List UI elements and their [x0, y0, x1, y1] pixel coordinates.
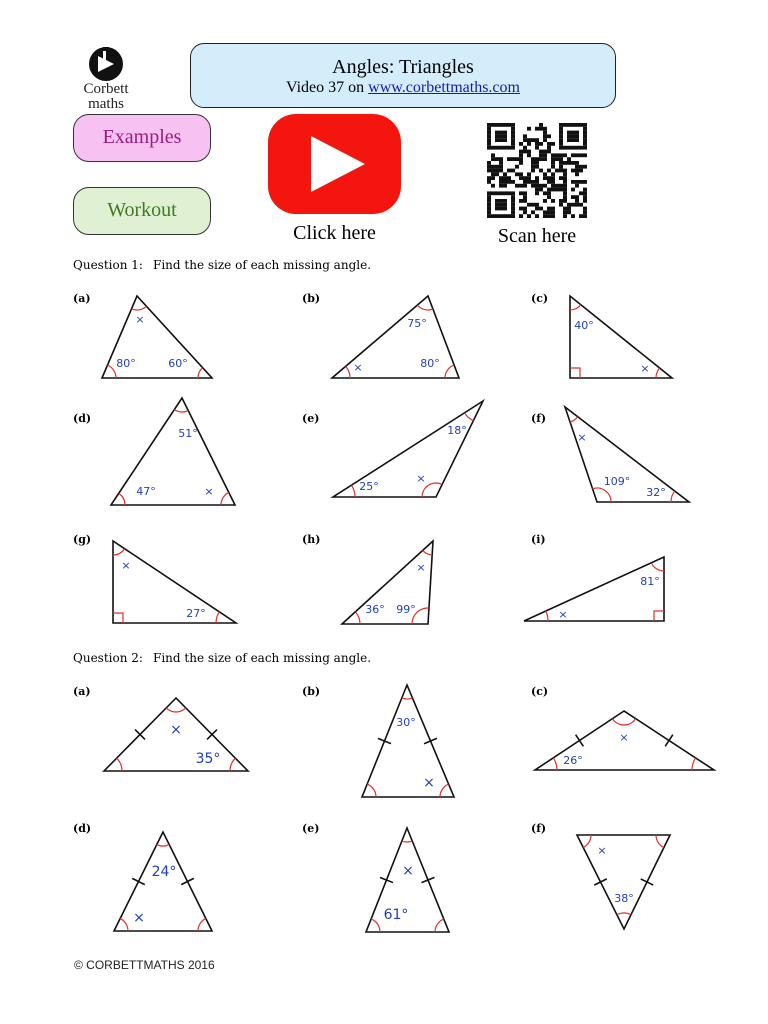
q1d-label-x: ×: [204, 485, 214, 498]
q1-part-a-label: (a): [73, 292, 91, 305]
website-link[interactable]: www.corbettmaths.com: [368, 79, 520, 96]
q2b-arc-top: [402, 698, 413, 699]
q1-part-e-label: (e): [302, 412, 320, 425]
q1e-arc-left: [352, 485, 355, 497]
q2-part-c-label: (c): [531, 685, 549, 698]
q1-part-h-label: (h): [302, 533, 321, 546]
question-2-number: Question 2:: [73, 651, 143, 665]
q2d-label-x: ×: [133, 910, 145, 926]
q2b-triangle: [362, 685, 454, 797]
q1f-label-2: 32°: [646, 486, 666, 499]
q2d-arc-top: [157, 845, 169, 846]
q1c-label-1: 40°: [574, 319, 594, 332]
question-1-number: Question 1:: [73, 258, 143, 272]
q1a-label-2: 60°: [168, 357, 188, 370]
q2f-arc-right: [656, 835, 664, 848]
q2f-label-x: ×: [597, 844, 607, 857]
q2f-tick-left: [594, 879, 607, 885]
q2b-label-x: ×: [423, 775, 435, 791]
q1b-arc-top: [417, 305, 433, 310]
q1d-arc-left: [119, 493, 125, 505]
q1d-label-1: 51°: [178, 427, 198, 440]
brand-line2: maths: [88, 96, 124, 112]
q1c-label-x: ×: [640, 362, 650, 375]
q1i-arc-top: [651, 563, 664, 571]
q1h-label-x: ×: [416, 561, 426, 574]
q2a-arc-left: [117, 758, 122, 771]
q2c-tick-left: [576, 735, 584, 747]
q2e-label-1: 61°: [383, 907, 409, 923]
subtitle-prefix: Video 37 on: [286, 79, 369, 96]
q2d-arc-right: [198, 918, 206, 931]
q1g-arc-right: [216, 612, 219, 623]
q1a-arc-right: [198, 368, 203, 378]
q1-part-d-label: (d): [73, 412, 92, 425]
q1d-triangle: [111, 398, 235, 505]
q2b-arc-left: [367, 784, 376, 797]
q2d-tick-left: [132, 878, 145, 884]
q1c-arc-top: [570, 305, 581, 310]
q1e-arc-top: [464, 413, 473, 421]
q1e-label-2: 25°: [359, 480, 379, 493]
q2b-arc-right: [440, 784, 449, 797]
q1g-arc-top: [113, 549, 125, 555]
q2f-label-1: 38°: [614, 892, 634, 905]
q1g-label-x: ×: [121, 559, 131, 572]
q1-part-i-label: (i): [531, 533, 546, 546]
q1-part-f-label: (f): [531, 412, 547, 425]
q2-part-f-label: (f): [531, 822, 547, 835]
q2-part-d-label: (d): [73, 822, 92, 835]
copyright-footer: © CORBETTMATHS 2016: [74, 958, 215, 972]
q1a-arc-top: [132, 306, 147, 310]
q1d-label-2: 47°: [136, 485, 156, 498]
question-2-text: Find the size of each missing angle.: [153, 651, 372, 665]
q1h-arc-top: [423, 550, 433, 555]
q1g-label-1: 27°: [186, 607, 206, 620]
q1c-arc-right: [656, 368, 660, 378]
q1d-arc-top: [174, 410, 188, 412]
q2-part-b-label: (b): [302, 685, 321, 698]
q1b-triangle: [332, 296, 459, 378]
q1i-label-x: ×: [558, 608, 568, 621]
q2d-tick-right: [181, 878, 194, 884]
q1c-right-angle: [570, 368, 580, 378]
question-1-text: Find the size of each missing angle.: [153, 258, 372, 272]
q1-part-c-label: (c): [531, 292, 549, 305]
q2d-label-1: 24°: [151, 864, 177, 880]
q1i-label-1: 81°: [640, 575, 660, 588]
q2f-triangle: [577, 835, 670, 929]
q1h-label-2: 99°: [396, 603, 416, 616]
q2c-tick-right: [665, 735, 673, 747]
q1f-arc-top: [570, 417, 578, 422]
qr-caption: Scan here: [497, 225, 577, 247]
q2f-tick-right: [641, 879, 654, 885]
q2-part-a-label: (a): [73, 685, 91, 698]
q1e-label-1: 18°: [447, 424, 467, 437]
q2a-arc-top: [166, 708, 186, 712]
q1i-triangle: [524, 557, 664, 621]
q2f-arc-bottom: [617, 913, 631, 915]
q1a-label-x: ×: [135, 313, 145, 326]
q2c-arc-right: [692, 758, 696, 770]
q2c-arc-top: [612, 719, 635, 725]
q1c-triangle: [570, 296, 672, 378]
q2b-label-1: 30°: [396, 716, 416, 729]
q2-part-e-label: (e): [302, 822, 320, 835]
q2d-arc-left: [120, 918, 128, 931]
q1i-arc-left: [546, 611, 548, 621]
examples-button[interactable]: Examples: [73, 114, 211, 162]
q2e-arc-right: [435, 919, 444, 932]
q1h-label-1: 36°: [365, 603, 385, 616]
q2e-label-x: ×: [402, 863, 414, 879]
brand-line1: Corbett: [83, 81, 129, 97]
video-caption[interactable]: Click here: [293, 222, 376, 244]
q1a-arc-left: [107, 365, 116, 378]
q1g-triangle: [113, 541, 236, 623]
q1f-label-x: ×: [577, 431, 587, 444]
q1b-label-1: 75°: [407, 317, 427, 330]
q1b-label-x: ×: [353, 361, 363, 374]
q1b-arc-right: [445, 365, 454, 378]
q2a-arc-right: [230, 758, 235, 771]
workout-button[interactable]: Workout: [73, 187, 211, 235]
q2c-label-1: 26°: [563, 754, 583, 767]
q1d-arc-right: [221, 492, 229, 505]
q1-part-b-label: (b): [302, 292, 321, 305]
q2e-arc-top: [402, 841, 412, 842]
q1e-triangle: [333, 401, 483, 497]
q1e-label-x: ×: [416, 472, 426, 485]
q2c-arc-left: [553, 758, 557, 770]
q2c-label-x: ×: [619, 731, 629, 744]
q1-part-g-label: (g): [73, 533, 92, 546]
q1i-right-angle: [654, 611, 664, 621]
page-title: Angles: Triangles: [332, 56, 474, 78]
q1h-arc-left: [355, 612, 360, 624]
q1f-label-1: 109°: [603, 475, 631, 488]
q1b-label-2: 80°: [420, 357, 440, 370]
q1g-right-angle: [113, 613, 123, 623]
q2e-arc-left: [371, 919, 380, 932]
q2a-label-x: ×: [170, 722, 182, 738]
q1a-label-1: 80°: [116, 357, 136, 370]
q2f-arc-left: [583, 835, 591, 848]
q1f-arc-right: [671, 491, 675, 502]
q1b-arc-left: [346, 366, 350, 378]
q2a-label-1: 35°: [195, 751, 221, 767]
q2d-triangle: [114, 832, 212, 931]
